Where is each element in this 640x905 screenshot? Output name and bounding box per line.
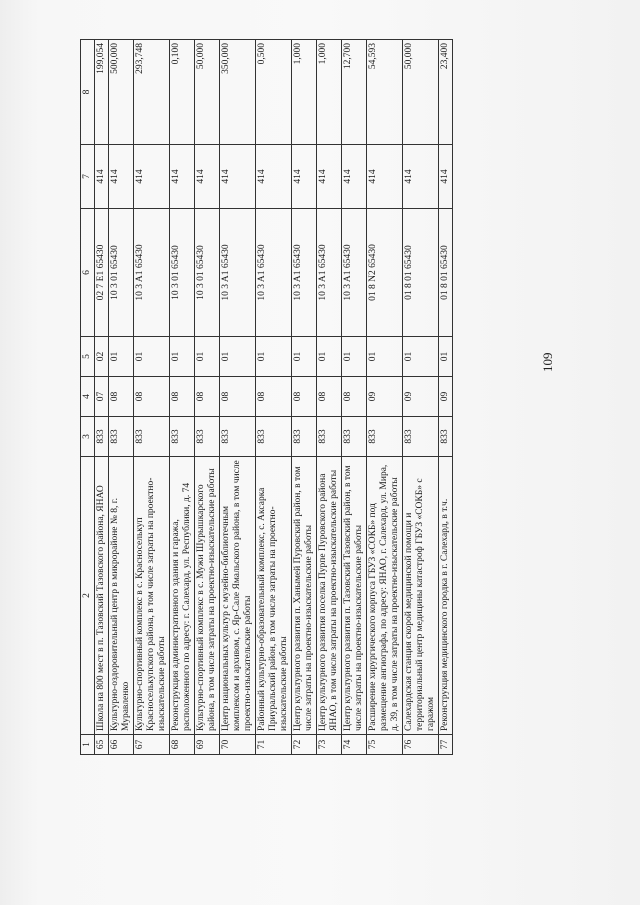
cell-code-7: 414 bbox=[134, 145, 170, 209]
table-row bbox=[170, 40, 195, 755]
cell-object-name: Реконструкция административного здания и гаража, расположенного по адресу: г. Салехард, ул. Республики, д. 74 bbox=[170, 457, 195, 735]
table-row bbox=[317, 40, 342, 755]
cell-code-7: 414 bbox=[109, 145, 134, 209]
cell-code-5: 01 bbox=[256, 337, 292, 377]
cell-object-name: Культурно-оздоровительный центр в микрорайоне № 8, г. Муравленко bbox=[109, 457, 134, 735]
cell-code-3: 833 bbox=[95, 417, 109, 457]
cell-code-5: 01 bbox=[195, 337, 220, 377]
cell-row-number: 65 bbox=[95, 735, 109, 755]
table-row bbox=[195, 40, 220, 755]
cell-code-5: 01 bbox=[367, 337, 403, 377]
cell-target-code: 10 3 A1 65430 bbox=[292, 209, 317, 337]
column-header-7: 7 bbox=[81, 145, 95, 209]
table-header-row bbox=[81, 40, 95, 755]
cell-row-number: 77 bbox=[439, 735, 453, 755]
table-row bbox=[342, 40, 367, 755]
cell-code-3: 833 bbox=[342, 417, 367, 457]
cell-amount: 50,000 bbox=[195, 40, 220, 145]
cell-code-3: 833 bbox=[195, 417, 220, 457]
cell-code-7: 414 bbox=[95, 145, 109, 209]
cell-code-5: 01 bbox=[292, 337, 317, 377]
table-row bbox=[292, 40, 317, 755]
cell-row-number: 66 bbox=[109, 735, 134, 755]
table-row bbox=[367, 40, 403, 755]
budget-table bbox=[80, 39, 453, 755]
cell-code-4: 08 bbox=[220, 377, 256, 417]
cell-target-code: 01 8 01 65430 bbox=[403, 209, 439, 337]
cell-code-3: 833 bbox=[292, 417, 317, 457]
cell-row-number: 71 bbox=[256, 735, 292, 755]
cell-object-name: Культурно-спортивный комплекс в с. Мужи Шурышкарского района, в том числе затраты на проектно-изыскательские работы bbox=[195, 457, 220, 735]
cell-amount: 199,054 bbox=[95, 40, 109, 145]
table-row bbox=[256, 40, 292, 755]
table-body bbox=[81, 40, 453, 755]
cell-amount: 500,000 bbox=[109, 40, 134, 145]
cell-code-5: 01 bbox=[439, 337, 453, 377]
cell-code-3: 833 bbox=[134, 417, 170, 457]
page-number: 109 bbox=[540, 352, 555, 372]
cell-code-4: 09 bbox=[367, 377, 403, 417]
cell-object-name: Школа на 800 мест в п. Тазовский Тазовского района, ЯНАО bbox=[95, 457, 109, 735]
cell-row-number: 72 bbox=[292, 735, 317, 755]
cell-amount: 54,593 bbox=[367, 40, 403, 145]
table-row bbox=[439, 40, 453, 755]
table-row bbox=[134, 40, 170, 755]
cell-amount: 1,000 bbox=[317, 40, 342, 145]
cell-code-7: 414 bbox=[367, 145, 403, 209]
cell-code-4: 08 bbox=[134, 377, 170, 417]
cell-object-name: Центр культурного развития п. Тазовский Тазовский район, в том числе затраты на проектно-изыскательские работы bbox=[342, 457, 367, 735]
cell-code-4: 07 bbox=[95, 377, 109, 417]
cell-row-number: 68 bbox=[170, 735, 195, 755]
cell-code-3: 833 bbox=[317, 417, 342, 457]
cell-amount: 350,000 bbox=[220, 40, 256, 145]
column-header-6: 6 bbox=[81, 209, 95, 337]
cell-code-7: 414 bbox=[403, 145, 439, 209]
cell-row-number: 70 bbox=[220, 735, 256, 755]
cell-row-number: 75 bbox=[367, 735, 403, 755]
cell-code-7: 414 bbox=[220, 145, 256, 209]
cell-code-5: 01 bbox=[317, 337, 342, 377]
column-header-8: 8 bbox=[81, 40, 95, 145]
cell-row-number: 73 bbox=[317, 735, 342, 755]
cell-code-7: 414 bbox=[292, 145, 317, 209]
cell-code-4: 08 bbox=[195, 377, 220, 417]
cell-target-code: 01 8 01 65430 bbox=[439, 209, 453, 337]
cell-code-4: 08 bbox=[170, 377, 195, 417]
cell-object-name: Районный культурно-образовательный комплекс, с. Аксарка Приуральский район, в том числе затраты на проектно-изыскательские работы bbox=[256, 457, 292, 735]
cell-code-4: 09 bbox=[403, 377, 439, 417]
cell-target-code: 10 3 01 65430 bbox=[109, 209, 134, 337]
cell-amount: 293,748 bbox=[134, 40, 170, 145]
cell-code-3: 833 bbox=[403, 417, 439, 457]
cell-code-4: 08 bbox=[292, 377, 317, 417]
cell-row-number: 67 bbox=[134, 735, 170, 755]
cell-code-4: 08 bbox=[109, 377, 134, 417]
table-row bbox=[95, 40, 109, 755]
cell-row-number: 76 bbox=[403, 735, 439, 755]
cell-target-code: 10 3 01 65430 bbox=[170, 209, 195, 337]
table-row bbox=[109, 40, 134, 755]
cell-target-code: 10 3 A1 65430 bbox=[317, 209, 342, 337]
cell-target-code: 01 8 N2 65430 bbox=[367, 209, 403, 337]
cell-code-3: 833 bbox=[367, 417, 403, 457]
cell-code-4: 08 bbox=[317, 377, 342, 417]
rotated-table-container bbox=[80, 40, 591, 755]
cell-code-3: 833 bbox=[109, 417, 134, 457]
column-header-1: 1 bbox=[81, 735, 95, 755]
cell-code-7: 414 bbox=[256, 145, 292, 209]
column-header-4: 4 bbox=[81, 377, 95, 417]
cell-target-code: 10 3 A1 65430 bbox=[342, 209, 367, 337]
cell-target-code: 02 7 E1 65430 bbox=[95, 209, 109, 337]
cell-object-name: Расширение хирургического корпуса ГБУЗ «СОКБ» под размещение ангиографа, по адресу: ЯНАО, г. Салехард, ул. Мира, д. 39, в том числе затраты на проектно-изыскательские работы bbox=[367, 457, 403, 735]
column-header-3: 3 bbox=[81, 417, 95, 457]
cell-object-name: Центр культурного развития п. Ханымей Пуровский район, в том числе затраты на проектно-изыскательские работы bbox=[292, 457, 317, 735]
cell-target-code: 10 3 01 65430 bbox=[195, 209, 220, 337]
cell-code-3: 833 bbox=[220, 417, 256, 457]
table-row bbox=[220, 40, 256, 755]
cell-target-code: 10 3 A1 65430 bbox=[134, 209, 170, 337]
cell-code-4: 08 bbox=[256, 377, 292, 417]
cell-code-5: 01 bbox=[109, 337, 134, 377]
cell-object-name: Центр национальных культур с музейно-библиотечным комплексом и архивом, с. Яр-Сале Ямальского района, в том числе проектно-изыскательские работы bbox=[220, 457, 256, 735]
cell-amount: 1,000 bbox=[292, 40, 317, 145]
cell-object-name: Культурно-спортивный комплекс в с. Красноселькуп Красноселькупского района, в том числе затраты на проектно-изыскательские работы bbox=[134, 457, 170, 735]
cell-code-5: 01 bbox=[134, 337, 170, 377]
cell-code-4: 09 bbox=[439, 377, 453, 417]
cell-code-5: 01 bbox=[403, 337, 439, 377]
cell-code-5: 02 bbox=[95, 337, 109, 377]
cell-code-7: 414 bbox=[195, 145, 220, 209]
cell-code-5: 01 bbox=[342, 337, 367, 377]
cell-target-code: 10 3 A1 65430 bbox=[220, 209, 256, 337]
cell-target-code: 10 3 A1 65430 bbox=[256, 209, 292, 337]
cell-code-5: 01 bbox=[220, 337, 256, 377]
cell-code-5: 01 bbox=[170, 337, 195, 377]
cell-amount: 50,000 bbox=[403, 40, 439, 145]
cell-code-3: 833 bbox=[170, 417, 195, 457]
cell-code-7: 414 bbox=[170, 145, 195, 209]
cell-amount: 12,700 bbox=[342, 40, 367, 145]
cell-code-7: 414 bbox=[317, 145, 342, 209]
table-row bbox=[403, 40, 439, 755]
column-header-5: 5 bbox=[81, 337, 95, 377]
cell-amount: 0,100 bbox=[170, 40, 195, 145]
cell-code-3: 833 bbox=[439, 417, 453, 457]
cell-object-name: Реконструкция медицинского городка в г. Салехард, в т.ч. bbox=[439, 457, 453, 735]
column-header-2: 2 bbox=[81, 457, 95, 735]
cell-amount: 0,500 bbox=[256, 40, 292, 145]
cell-code-4: 08 bbox=[342, 377, 367, 417]
cell-object-name: Центр культурного развития поселка Пурпе Пуровского района ЯНАО, в том числе затраты на проектно-изыскательские работы bbox=[317, 457, 342, 735]
cell-amount: 23,400 bbox=[439, 40, 453, 145]
cell-row-number: 74 bbox=[342, 735, 367, 755]
cell-object-name: Салехардская станция скорой медицинской помощи и территориальный центр медицины катастроф ГБУЗ «СОКБ» с гаражом bbox=[403, 457, 439, 735]
cell-row-number: 69 bbox=[195, 735, 220, 755]
cell-code-3: 833 bbox=[256, 417, 292, 457]
cell-code-7: 414 bbox=[439, 145, 453, 209]
cell-code-7: 414 bbox=[342, 145, 367, 209]
